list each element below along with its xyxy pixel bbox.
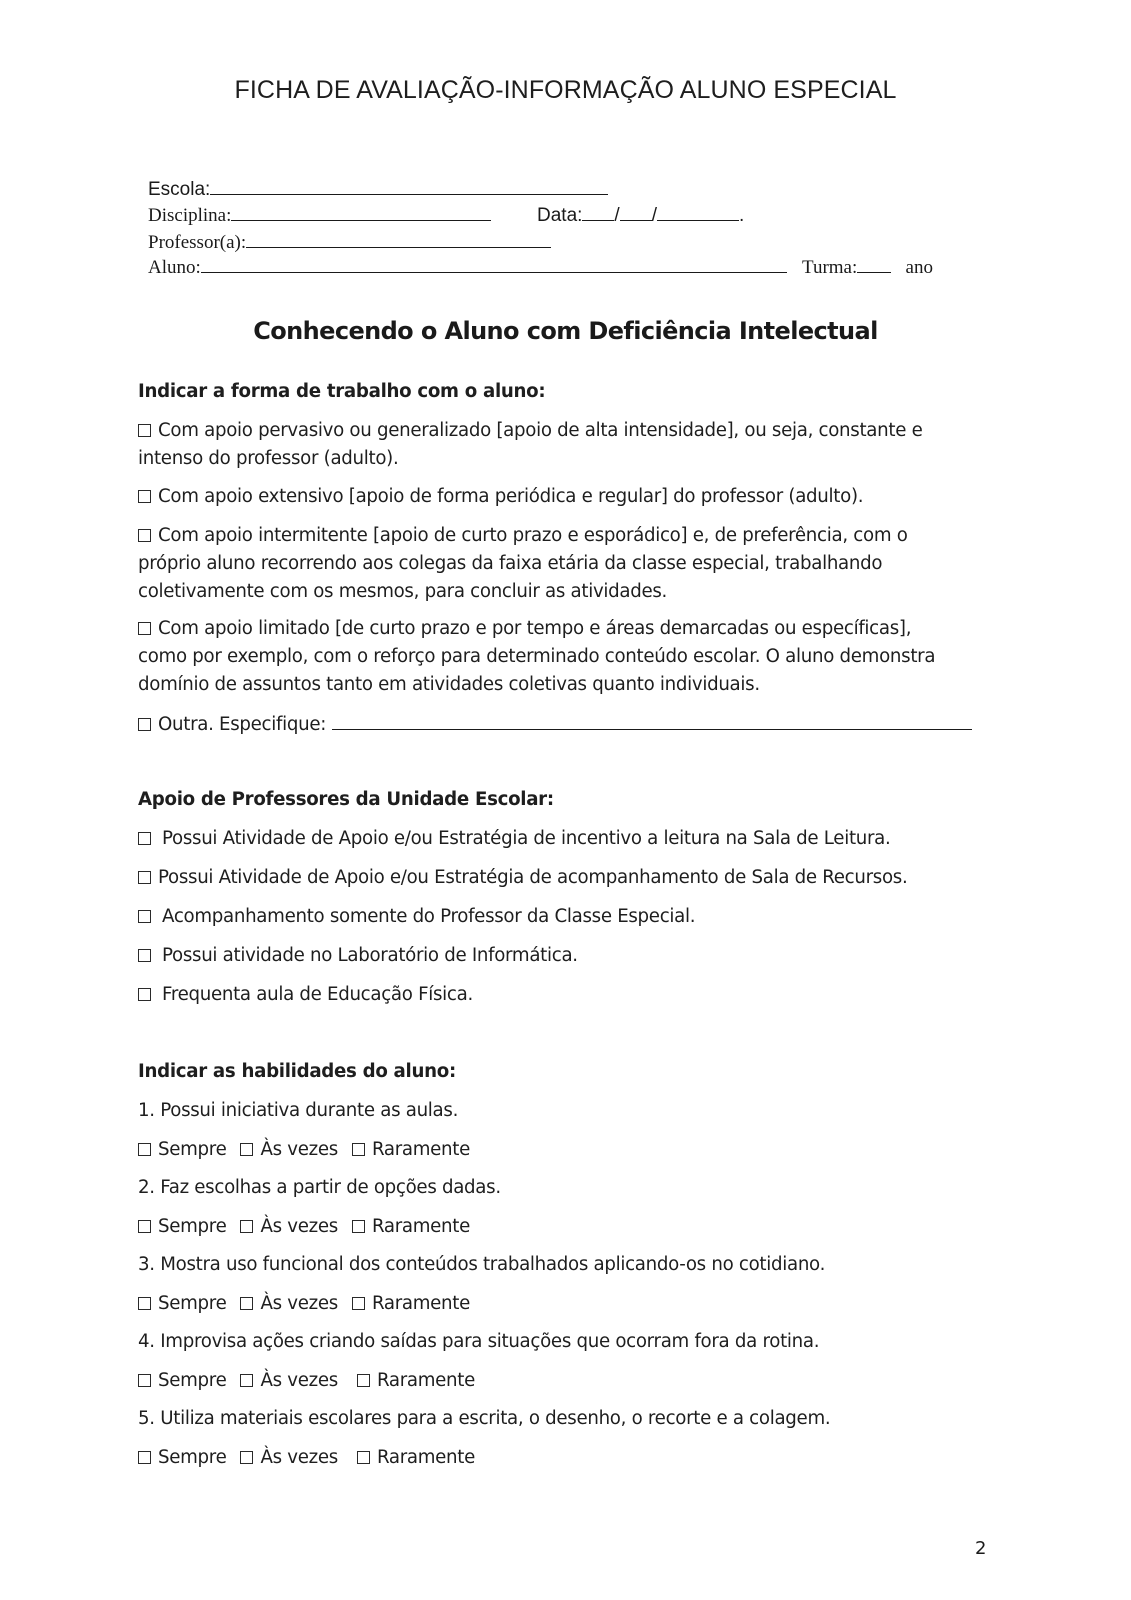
choice-label: Raramente <box>371 1293 470 1314</box>
forma-trabalho-heading: Indicar a forma de trabalho com o aluno: <box>138 381 546 402</box>
apoio-option-3-text: Acompanhamento somente do Professor da Classe Especial. <box>162 906 696 927</box>
aluno-label: Aluno: <box>148 257 201 278</box>
choice-label: Sempre <box>158 1293 227 1314</box>
checkbox-icon[interactable] <box>138 1374 151 1387</box>
checkbox-icon[interactable] <box>240 1451 253 1464</box>
section-title: Conhecendo o Aluno com Deficiência Intelectual <box>253 317 878 345</box>
question-1: 1. Possui iniciativa durante as aulas. <box>138 1100 459 1121</box>
choice-label: Raramente <box>371 1216 470 1237</box>
checkbox-icon[interactable] <box>240 1220 253 1233</box>
choice-raramente[interactable] <box>352 1136 470 1164</box>
other-specify-line[interactable] <box>332 709 972 730</box>
choice-as-vezes[interactable] <box>240 1444 337 1472</box>
escola-input-line[interactable] <box>210 176 608 195</box>
ano-label: ano <box>905 257 933 278</box>
data-separator: / <box>614 205 620 226</box>
data-month-line[interactable] <box>620 202 652 221</box>
checkbox-icon[interactable] <box>352 1220 365 1233</box>
apoio-option-2[interactable] <box>138 864 998 892</box>
page-number: 2 <box>975 1538 987 1559</box>
habilidades-heading: Indicar as habilidades do aluno: <box>138 1061 456 1082</box>
apoio-option-1[interactable] <box>138 825 998 853</box>
aluno-input-line[interactable] <box>201 254 787 273</box>
question-5: 5. Utiliza materiais escolares para a escrita, o desenho, o recorte e a colagem. <box>138 1408 831 1429</box>
checkbox-icon[interactable] <box>138 490 151 503</box>
forma-option-4-text-cont: domínio de assuntos tanto em atividades coletivas quanto individuais. <box>138 674 760 695</box>
choice-raramente[interactable] <box>352 1290 470 1318</box>
apoio-option-5-text: Frequenta aula de Educação Física. <box>162 984 473 1005</box>
choice-raramente[interactable] <box>352 1213 470 1241</box>
professor-label: Professor(a): <box>148 232 247 253</box>
choice-label: Raramente <box>371 1139 470 1160</box>
choice-as-vezes[interactable] <box>240 1367 337 1395</box>
data-year-line[interactable] <box>657 202 739 221</box>
data-end-dot: . <box>738 205 745 226</box>
choice-sempre[interactable] <box>138 1367 226 1395</box>
forma-option-1[interactable] <box>138 417 998 473</box>
checkbox-icon[interactable] <box>138 832 151 845</box>
escola-row <box>148 176 608 198</box>
question-5-choices <box>138 1444 998 1472</box>
checkbox-icon[interactable] <box>138 910 151 923</box>
other-label: Outra. Especifique: <box>158 714 327 735</box>
choice-label: Raramente <box>376 1370 475 1391</box>
choice-raramente[interactable] <box>357 1367 475 1395</box>
apoio-heading: Apoio de Professores da Unidade Escolar: <box>138 789 554 810</box>
checkbox-icon[interactable] <box>352 1143 365 1156</box>
question-1-choices <box>138 1136 998 1164</box>
checkbox-icon[interactable] <box>240 1297 253 1310</box>
checkbox-icon[interactable] <box>138 622 151 635</box>
choice-as-vezes[interactable] <box>240 1290 337 1318</box>
checkbox-icon[interactable] <box>138 718 151 731</box>
checkbox-icon[interactable] <box>240 1143 253 1156</box>
question-2-choices <box>138 1213 998 1241</box>
choice-sempre[interactable] <box>138 1136 226 1164</box>
choice-label: Sempre <box>158 1370 227 1391</box>
apoio-option-1-text: Possui Atividade de Apoio e/ou Estratégia de incentivo a leitura na Sala de Leitura. <box>162 828 891 849</box>
choice-label: Às vezes <box>260 1370 338 1391</box>
forma-option-4-text-cont: como por exemplo, com o reforço para determinado conteúdo escolar. O aluno demonstra <box>138 646 936 667</box>
checkbox-icon[interactable] <box>352 1297 365 1310</box>
checkbox-icon[interactable] <box>357 1374 370 1387</box>
choice-label: Sempre <box>158 1139 227 1160</box>
apoio-option-2-text: Possui Atividade de Apoio e/ou Estratégia de acompanhamento de Sala de Recursos. <box>158 867 908 888</box>
data-label: Data: <box>537 205 583 226</box>
question-4-choices <box>138 1367 998 1395</box>
question-4: 4. Improvisa ações criando saídas para situações que ocorram fora da rotina. <box>138 1331 820 1352</box>
turma-label: Turma: <box>802 257 858 278</box>
document-title: FICHA DE AVALIAÇÃO-INFORMAÇÃO ALUNO ESPECIAL <box>234 76 897 104</box>
question-3-choices <box>138 1290 998 1318</box>
checkbox-icon[interactable] <box>240 1374 253 1387</box>
data-day-line[interactable] <box>582 202 614 221</box>
checkbox-icon[interactable] <box>138 529 151 542</box>
choice-label: Sempre <box>158 1447 227 1468</box>
checkbox-icon[interactable] <box>138 1451 151 1464</box>
checkbox-icon[interactable] <box>138 1143 151 1156</box>
disciplina-label: Disciplina: <box>148 205 232 226</box>
forma-option-3-text-cont: coletivamente com os mesmos, para concluir as atividades. <box>138 581 668 602</box>
checkbox-icon[interactable] <box>357 1451 370 1464</box>
forma-option-3[interactable] <box>138 522 998 606</box>
choice-raramente[interactable] <box>357 1444 475 1472</box>
aluno-row <box>148 254 787 276</box>
apoio-option-5[interactable] <box>138 981 998 1009</box>
apoio-option-3[interactable] <box>138 903 998 931</box>
choice-sempre[interactable] <box>138 1444 226 1472</box>
forma-option-2[interactable] <box>138 483 998 511</box>
checkbox-icon[interactable] <box>138 424 151 437</box>
choice-label: Sempre <box>158 1216 227 1237</box>
choice-label: Às vezes <box>260 1447 338 1468</box>
question-2: 2. Faz escolhas a partir de opções dadas. <box>138 1177 501 1198</box>
choice-sempre[interactable] <box>138 1213 226 1241</box>
choice-label: Raramente <box>376 1447 475 1468</box>
apoio-option-4-text: Possui atividade no Laboratório de Informática. <box>162 945 578 966</box>
choice-label: Às vezes <box>260 1139 338 1160</box>
forma-option-4[interactable] <box>138 615 998 699</box>
checkbox-icon[interactable] <box>138 949 151 962</box>
question-3: 3. Mostra uso funcional dos conteúdos trabalhados aplicando-os no cotidiano. <box>138 1254 826 1275</box>
forma-option-3-text: Com apoio intermitente [apoio de curto prazo e esporádico] e, de preferência, com o <box>158 525 908 546</box>
data-separator: / <box>651 205 657 226</box>
choice-label: Às vezes <box>260 1216 338 1237</box>
disciplina-row <box>148 202 491 224</box>
forma-option-1-text: Com apoio pervasivo ou generalizado [apoio de alta intensidade], ou seja, constante e <box>158 420 923 441</box>
data-row <box>537 202 744 224</box>
choice-label: Às vezes <box>260 1293 338 1314</box>
professor-input-line[interactable] <box>246 229 551 248</box>
turma-input-line[interactable] <box>857 254 891 273</box>
turma-row <box>802 254 933 276</box>
choice-as-vezes[interactable] <box>240 1213 337 1241</box>
apoio-option-4[interactable] <box>138 942 998 970</box>
disciplina-input-line[interactable] <box>231 202 491 221</box>
forma-option-4-text: Com apoio limitado [de curto prazo e por tempo e áreas demarcadas ou específicas], <box>158 618 912 639</box>
forma-option-other[interactable] <box>138 709 998 739</box>
forma-option-3-text-cont: próprio aluno recorrendo aos colegas da faixa etária da classe especial, trabalhando <box>138 553 883 574</box>
checkbox-icon[interactable] <box>138 1220 151 1233</box>
professor-row <box>148 229 551 251</box>
choice-as-vezes[interactable] <box>240 1136 337 1164</box>
checkbox-icon[interactable] <box>138 988 151 1001</box>
escola-label: Escola: <box>148 179 211 200</box>
choice-sempre[interactable] <box>138 1290 226 1318</box>
forma-option-2-text: Com apoio extensivo [apoio de forma periódica e regular] do professor (adulto). <box>158 486 864 507</box>
checkbox-icon[interactable] <box>138 871 151 884</box>
checkbox-icon[interactable] <box>138 1297 151 1310</box>
forma-option-1-text-cont: intenso do professor (adulto). <box>138 448 399 469</box>
